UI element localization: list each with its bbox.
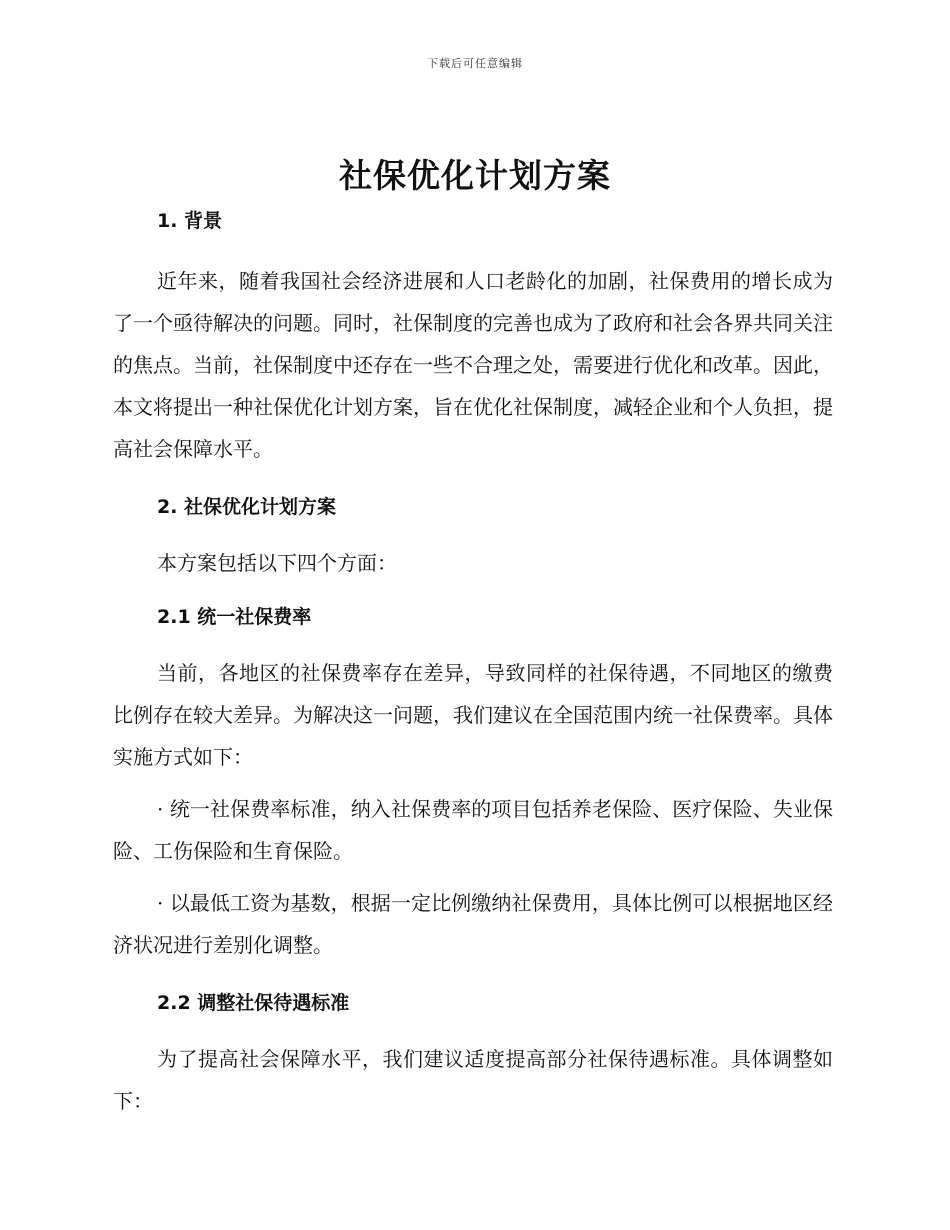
document-body	[113, 206, 833, 1122]
paragraph-background: 近年来，随着我国社会经济进展和人口老龄化的加剧，社保费用的增长成为了一个亟待解决的问题。同时，社保制度的完善也成为了政府和社会各界共同关注的焦点。当前，社保制度中还存在一些不合理之处，需要进行优化和改革。因此，本文将提出一种社保优化计划方案，旨在优化社保制度，减轻企业和个人负担，提高社会保障水平。	[113, 269, 833, 461]
section-heading-adjust-benefits: 2.2 调整社保待遇标准	[157, 992, 350, 1014]
paragraph-plan-intro: 本方案包括以下四个方面：	[157, 551, 397, 575]
paragraph-adjust-benefits: 为了提高社会保障水平，我们建议适度提高部分社保待遇标准。具体调整如下：	[113, 1047, 833, 1113]
paragraph-unify-rate: 当前，各地区的社保费率存在差异，导致同样的社保待遇，不同地区的缴费比例存在较大差异。为解决这一问题，我们建议在全国范围内统一社保费率。具体实施方式如下：	[113, 661, 833, 769]
document-title: 社保优化计划方案	[339, 156, 611, 195]
section-heading-background: 1. 背景	[157, 210, 223, 232]
bullet-item-rate-standard: · 统一社保费率标准，纳入社保费率的项目包括养老保险、医疗保险、失业保险、工伤保险和生育保险。	[113, 797, 833, 863]
header-note: 下载后可任意编辑	[427, 57, 523, 70]
section-heading-plan: 2. 社保优化计划方案	[157, 496, 337, 518]
bullet-item-min-wage-base: · 以最低工资为基数，根据一定比例缴纳社保费用，具体比例可以根据地区经济状况进行差别化调整。	[113, 891, 833, 957]
section-heading-unify-rate: 2.1 统一社保费率	[157, 606, 312, 628]
